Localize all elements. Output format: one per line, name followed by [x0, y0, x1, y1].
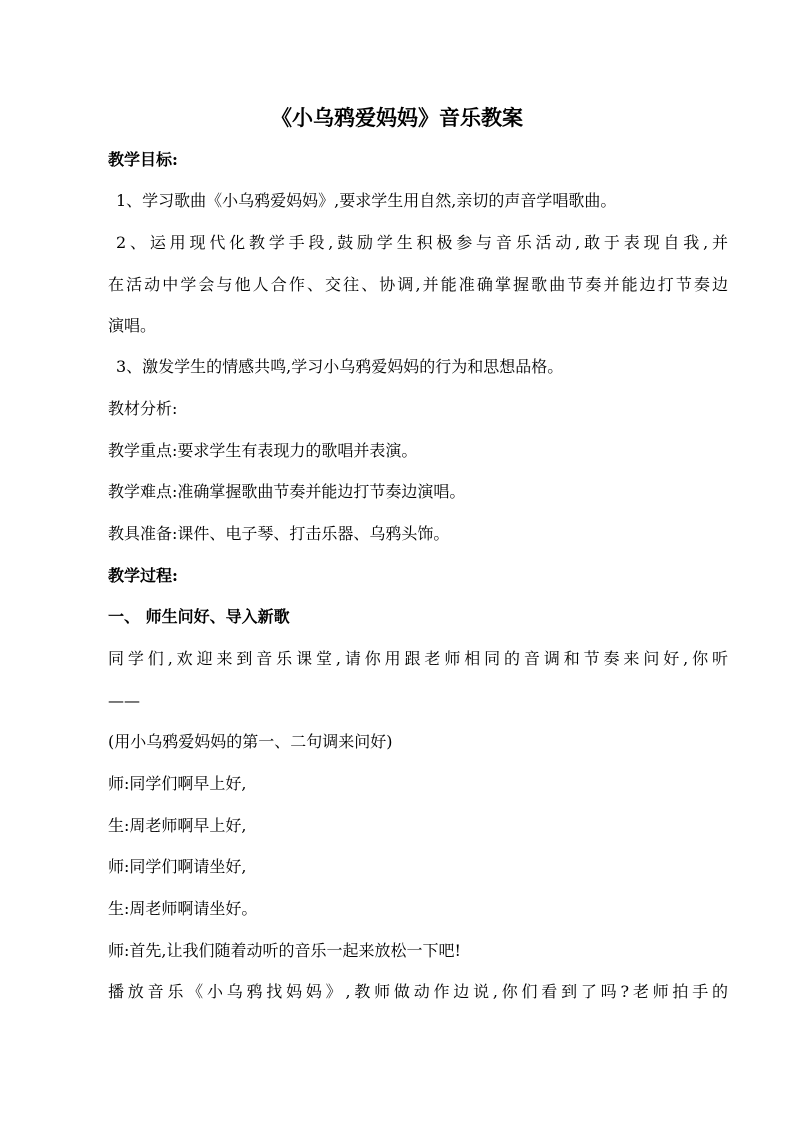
dialogue-student-1: 生:周老师啊早上好,: [108, 816, 247, 835]
dialogue-student-2: 生:周老师啊请坐好。: [108, 899, 258, 918]
paragraph-goal-2-line-1: 2、运用现代化教学手段,鼓励学生积极参与音乐活动,敢于表现自我,并: [116, 233, 728, 252]
teaching-difficulties: 教学难点:准确掌握歌曲节奏并能边打节奏边演唱。: [108, 482, 466, 501]
dialogue-teacher-3: 师:首先,让我们随着动听的音乐一起来放松一下吧!: [108, 941, 461, 960]
teaching-key-points: 教学重点:要求学生有表现力的歌唱并表演。: [108, 441, 418, 460]
paragraph-play-music: 播放音乐《小乌鸦找妈妈》,教师做动作边说,你们看到了吗?老师拍手的: [108, 982, 728, 1001]
dialogue-teacher-1: 师:同学们啊早上好,: [108, 774, 247, 793]
material-analysis: 教材分析:: [108, 399, 178, 418]
paragraph-goal-2-line-3: 演唱。: [108, 316, 157, 335]
section-heading-greeting: 一、 师生问好、导入新歌: [108, 607, 290, 626]
paragraph-goal-1: 1、学习歌曲《小乌鸦爱妈妈》,要求学生用自然,亲切的声音学唱歌曲。: [116, 191, 617, 210]
document-title: 《小乌鸦爱妈妈》音乐教案: [271, 105, 523, 130]
paragraph-goal-3: 3、激发学生的情感共鸣,学习小乌鸦爱妈妈的行为和思想品格。: [116, 357, 564, 376]
paragraph-greeting-note: (用小乌鸦爱妈妈的第一、二句调来问好): [108, 732, 393, 751]
heading-teaching-process: 教学过程:: [108, 566, 178, 585]
paragraph-greeting-dash: ——: [108, 691, 140, 710]
heading-teaching-goals: 教学目标:: [108, 150, 178, 169]
paragraph-goal-2-line-2: 在活动中学会与他人合作、交往、协调,并能准确掌握歌曲节奏并能边打节奏边: [108, 275, 728, 294]
teaching-aids: 教具准备:课件、电子琴、打击乐器、乌鸦头饰。: [108, 524, 450, 543]
paragraph-greeting-line-1: 同学们,欢迎来到音乐课堂,请你用跟老师相同的音调和节奏来问好,你听: [108, 649, 728, 668]
dialogue-teacher-2: 师:同学们啊请坐好,: [108, 857, 247, 876]
